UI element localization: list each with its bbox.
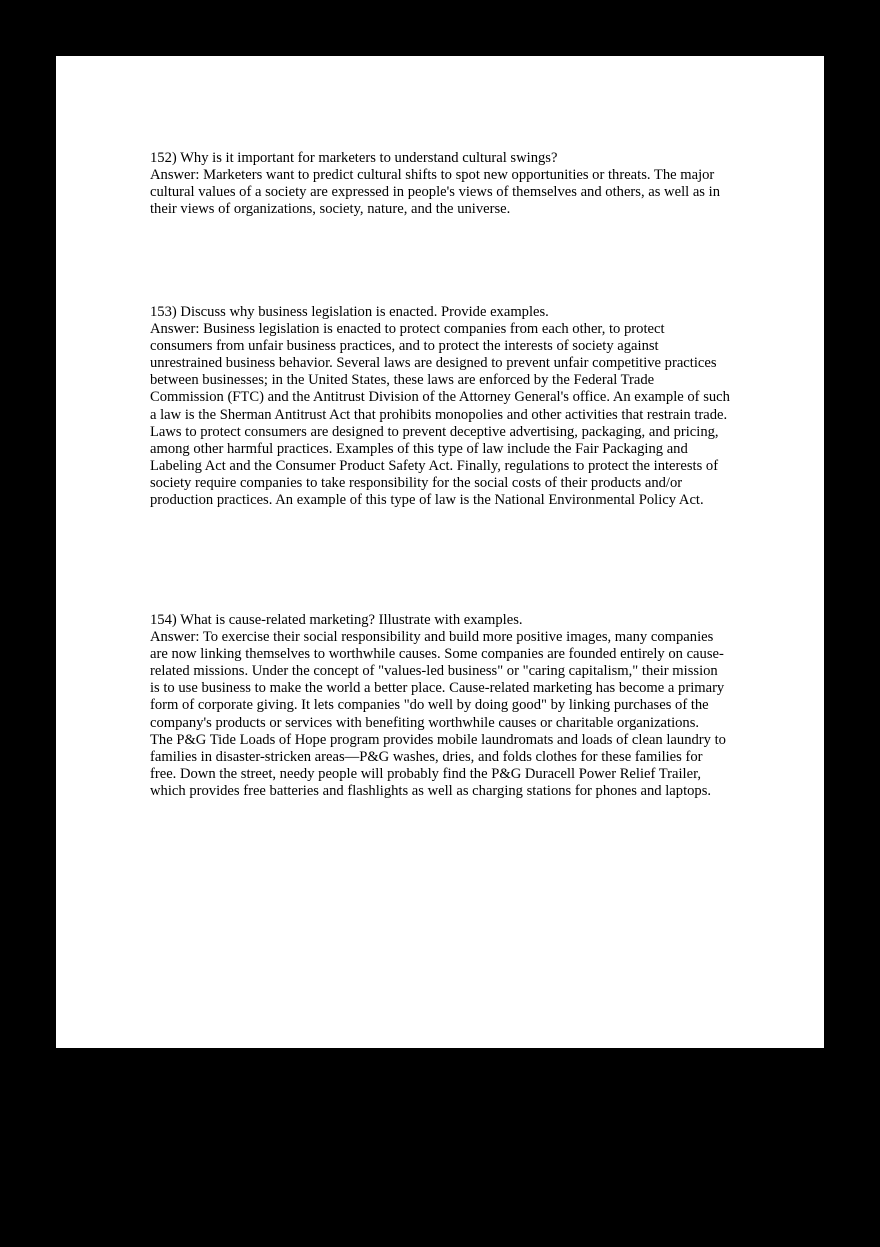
question-152-text: 152) Why is it important for marketers to understand cultural swings? [150, 150, 558, 166]
answer-154-text: Answer: To exercise their social responsibility and build more positive images, many companies are now linking themselves to worthwhile causes. Some companies are founded entirely on cause-related missions. Under the concept of "values-led business" or "caring capitalism," their mission is to use business to make the world a better place. Cause-related marketing has become a primary form of corporate giving. It lets companies "do well by doing good" by linking purchases of the company's products or services with benefiting worthwhile causes or charitable organizations. [150, 629, 725, 731]
question-154-text: 154) What is cause-related marketing? Illustrate with examples. [150, 612, 523, 628]
question-153-block [150, 304, 730, 509]
answer-154-continued-text: The P&G Tide Loads of Hope program provides mobile laundromats and loads of clean laundry to families in disaster-stricken areas—P&G washes, dries, and folds clothes for these families for free. Down the street, needy people will probably find the P&G Duracell Power Relief Trailer, which provides free batteries and flashlights as well as charging stations for phones and laptops. [150, 731, 726, 799]
question-153-text: 153) Discuss why business legislation is enacted. Provide examples. [150, 304, 549, 320]
answer-152-text: Answer: Marketers want to predict cultural shifts to spot new opportunities or threats. The major cultural values of a society are expressed in people's views of themselves and others, as well as in their views of organizations, society, nature, and the universe. [150, 167, 720, 218]
question-154-block [150, 612, 730, 800]
answer-153-text: Answer: Business legislation is enacted to protect companies from each other, to protect consumers from unfair business practices, and to protect the interests of society against unrestrained business behavior. Several laws are designed to prevent unfair competitive practices between businesses; in the United States, these laws are enforced by the Federal Trade Commission (FTC) and the Antitrust Division of the Attorney General's office. An example of such a law is the Sherman Antitrust Act that prohibits monopolies and other activities that restrain trade. Laws to protect consumers are designed to prevent deceptive advertising, packaging, and pricing, among other harmful practices. Examples of this type of law include the Fair Packaging and Labeling Act and the Consumer Product Safety Act. Finally, regulations to protect the interests of society require companies to take responsibility for the social costs of their products and/or production practices. An example of this type of law is the National Environmental Policy Act. [150, 321, 730, 509]
document-page [56, 56, 824, 1048]
question-152-block [150, 150, 730, 218]
